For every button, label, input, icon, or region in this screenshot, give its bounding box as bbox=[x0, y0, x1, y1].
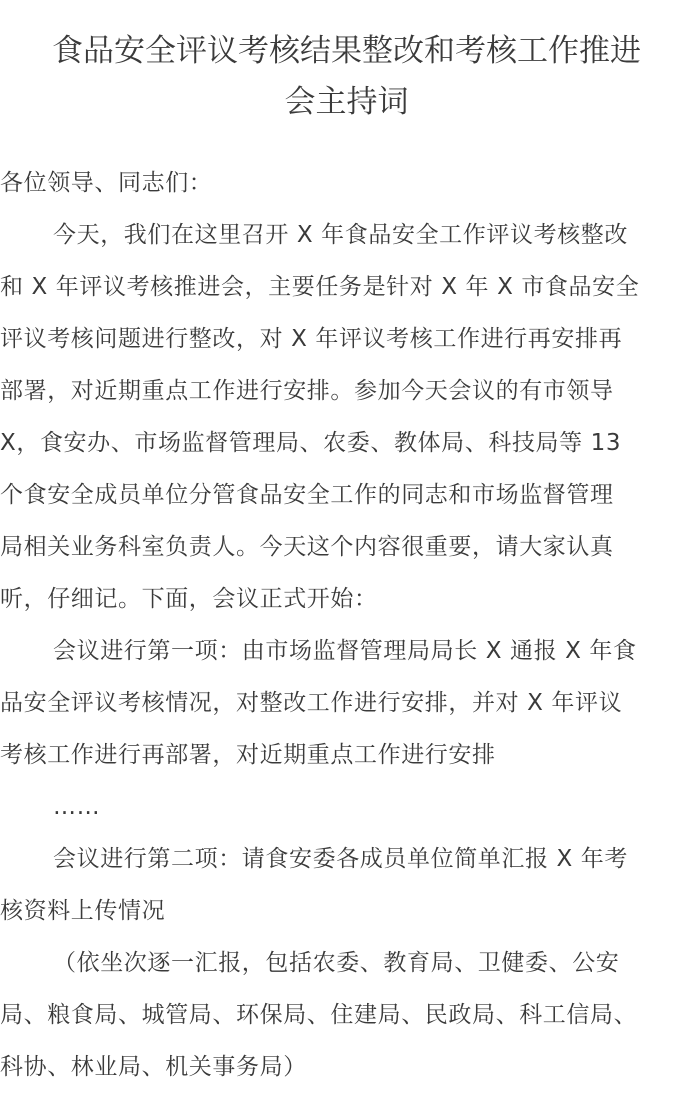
body-line: 核资料上传情况 bbox=[0, 898, 166, 924]
salutation-line: 各位领导、同志们： bbox=[0, 170, 213, 196]
body-line: 今天，我们在这里召开 X 年食品安全工作评议考核整改 bbox=[53, 222, 628, 248]
document-body bbox=[0, 157, 693, 1093]
body-line: 部署，对近期重点工作进行安排。参加今天会议的有市领导 bbox=[0, 378, 614, 404]
body-line: 局、粮食局、城管局、环保局、住建局、民政局、科工信局、 bbox=[0, 1002, 638, 1028]
body-line: X，食安办、市场监督管理局、农委、教体局、科技局等 13 bbox=[0, 430, 622, 456]
title-line-2: 会主持词 bbox=[284, 84, 409, 120]
body-line: 品安全评议考核情况，对整改工作进行安排，并对 X 年评议 bbox=[0, 690, 623, 716]
title-line-1: 食品安全评议考核结果整改和考核工作推进 bbox=[52, 33, 641, 69]
agenda-item-1-line: 会议进行第一项：由市场监督管理局局长 X 通报 X 年食 bbox=[53, 638, 637, 664]
body-line: 个食安全成员单位分管食品安全工作的同志和市场监督管理 bbox=[0, 482, 614, 508]
document-title bbox=[0, 26, 693, 128]
ellipsis-line: …… bbox=[53, 794, 101, 820]
body-line: 和 X 年评议考核推进会，主要任务是针对 X 年 X 市食品安全 bbox=[0, 274, 640, 300]
body-line: 考核工作进行再部署，对近期重点工作进行安排 bbox=[0, 742, 496, 768]
note-line: （依坐次逐一汇报，包括农委、教育局、卫健委、公安 bbox=[53, 950, 620, 976]
agenda-item-2-line: 会议进行第二项：请食安委各成员单位简单汇报 X 年考 bbox=[53, 846, 628, 872]
body-line: 科协、林业局、机关事务局） bbox=[0, 1054, 307, 1080]
body-line: 听，仔细记。下面，会议正式开始： bbox=[0, 586, 378, 612]
body-line: 评议考核问题进行整改，对 X 年评议考核工作进行再安排再 bbox=[0, 326, 623, 352]
body-line: 局相关业务科室负责人。今天这个内容很重要，请大家认真 bbox=[0, 534, 614, 560]
